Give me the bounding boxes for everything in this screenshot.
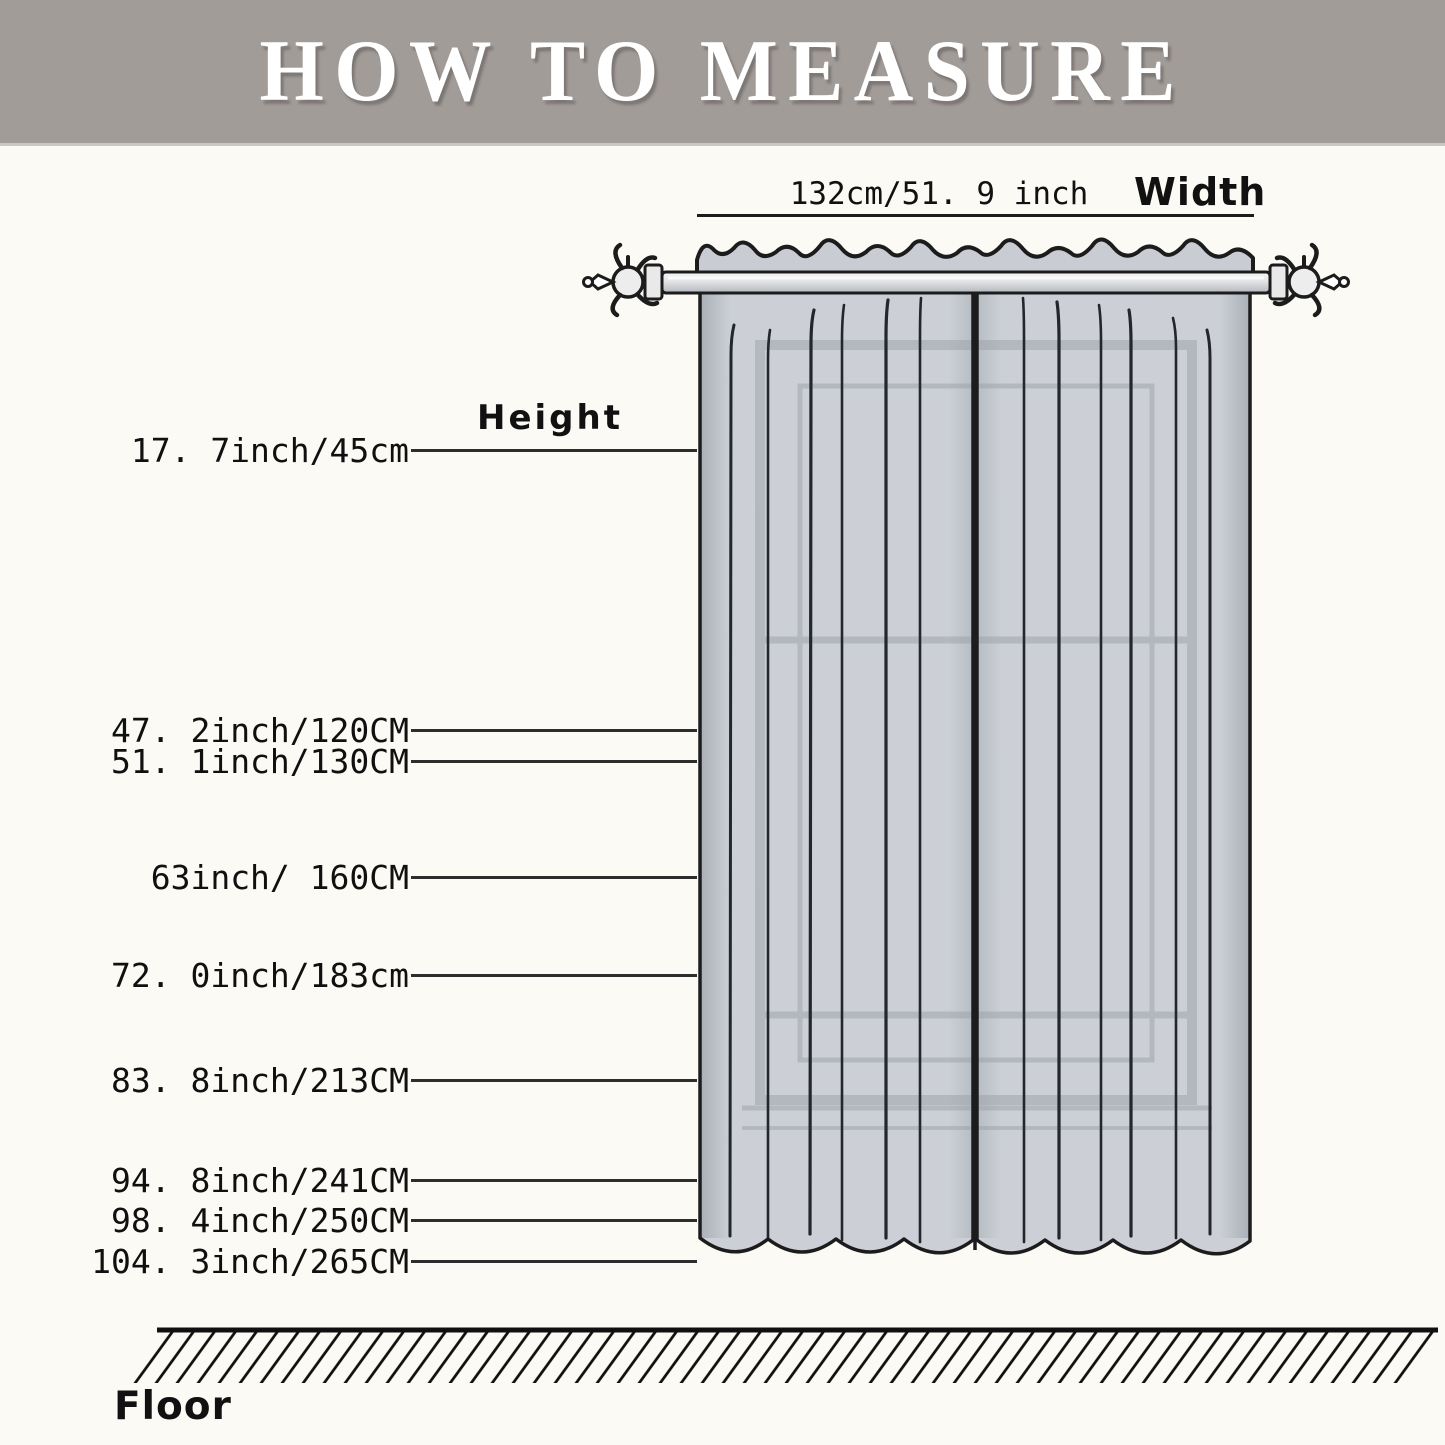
- floor-label: Floor: [114, 1384, 232, 1429]
- measurement-label: 51. 1inch/130CM: [110, 741, 409, 781]
- measurement-label: 83. 8inch/213CM: [110, 1060, 409, 1100]
- measurement-label: 104. 3inch/265CM: [91, 1241, 409, 1281]
- measurement-label: 47. 2inch/120CM: [110, 710, 409, 750]
- measurement-label: 94. 8inch/241CM: [110, 1160, 409, 1200]
- measurement-label: 72. 0inch/183cm: [110, 955, 409, 995]
- measurement-label: 63inch/ 160CM: [150, 857, 409, 897]
- page-title: HOW TO MEASURE: [259, 22, 1186, 120]
- width-label: Width: [1134, 170, 1267, 214]
- floor-hatch-band: [120, 1330, 1438, 1383]
- height-label: Height: [477, 398, 623, 438]
- measurement-label: 98. 4inch/250CM: [110, 1200, 409, 1240]
- width-measurement-value: 132cm/51. 9 inch: [789, 176, 1089, 212]
- measurement-label: 17. 7inch/45cm: [130, 430, 409, 470]
